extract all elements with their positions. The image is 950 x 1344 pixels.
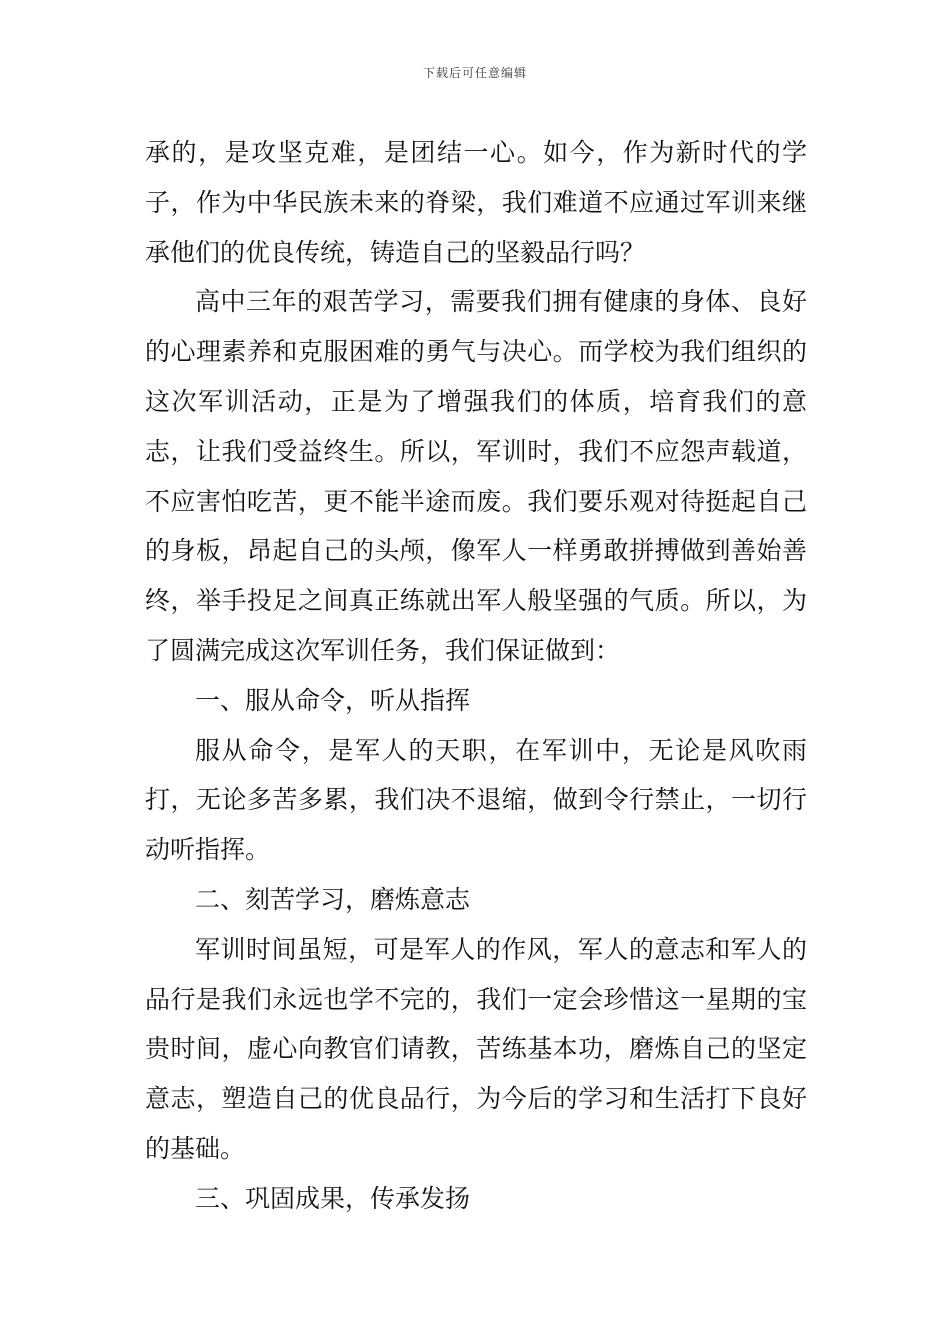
- paragraph-military-training-purpose: 高中三年的艰苦学习，需要我们拥有健康的身体、良好的心理素养和克服困难的勇气与决心。而学校为我们组织的这次军训活动，正是为了增强我们的体质，培育我们的意志，让我们受益终生。所以，军训时，我们不应怨声载道，不应害怕吃苦，更不能半途而废。我们要乐观对待挺起自己的身板，昂起自己的头颅，像军人一样勇敢拼搏做到善始善终，举手投足之间真正练就出军人般坚强的气质。所以，为了圆满完成这次军训任务，我们保证做到：: [145, 287, 807, 665]
- section-heading-2: 二、刻苦学习，磨炼意志: [195, 884, 471, 914]
- paragraph-hard-study: 军训时间虽短，可是军人的作风，军人的意志和军人的品行是我们永远也学不完的，我们一定会珍惜这一星期的宝贵时间，虚心向教官们请教，苦练基本功，磨炼自己的坚定意志，塑造自己的优良品行，为今后的学习和生活打下良好的基础。: [145, 934, 807, 1163]
- page-header: 下载后可任意编辑: [422, 66, 527, 80]
- paragraph-continuation: 承的，是攻坚克难，是团结一心。如今，作为新时代的学子，作为中华民族未来的脊梁，我们难道不应通过军训来继承他们的优良传统，铸造自己的坚毅品行吗？: [145, 138, 807, 267]
- section-heading-1: 一、服从命令，听从指挥: [195, 685, 471, 715]
- document-body: [145, 128, 807, 1224]
- paragraph-obey-orders: 服从命令，是军人的天职，在军训中，无论是风吹雨打，无论多苦多累，我们决不退缩，做到令行禁止，一切行动听指挥。: [145, 735, 807, 865]
- section-heading-3: 三、巩固成果，传承发扬: [195, 1183, 471, 1213]
